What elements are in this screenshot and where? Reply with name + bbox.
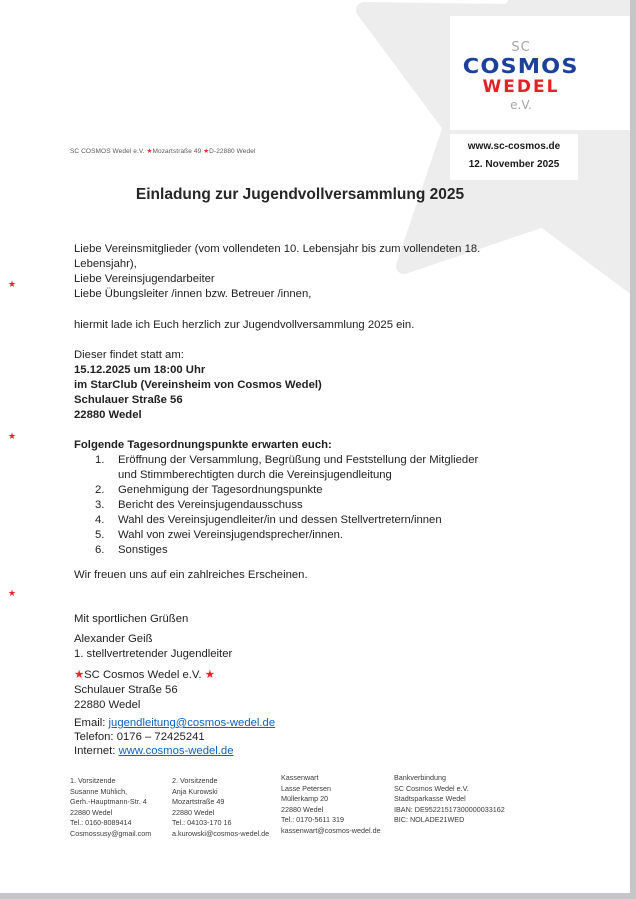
salutation-line: Lebensjahr), (74, 258, 137, 270)
footer-line: Tel.: 0160-8089414 (70, 818, 132, 827)
web-line (74, 744, 414, 758)
phone-number: 0176 – 72425241 (116, 731, 205, 743)
footer-line: kassenwart@cosmos-wedel.de (281, 825, 381, 835)
footer-line: Lasse Petersen (281, 783, 331, 793)
star-separator-icon: ★ (146, 148, 153, 155)
event-details (74, 348, 564, 423)
salutation-line: Liebe Übungsleiter /innen bzw. Betreuer /innen, (74, 288, 312, 300)
header-right-panel (450, 134, 578, 180)
agenda-item-number: 5. (95, 529, 105, 541)
phone-label: Telefon: (74, 731, 117, 743)
page-shadow-right (630, 0, 636, 899)
contact-block (74, 716, 414, 758)
footer-line: Müllerkamp 20 (281, 794, 329, 803)
agenda-item (95, 513, 574, 528)
org-street: Schulauer Straße 56 (74, 684, 178, 696)
sender-org: SC COSMOS Wedel e.V. (70, 148, 147, 155)
letter-date: 12. November 2025 (468, 159, 560, 170)
footer-col-bankverbindung (394, 773, 505, 826)
website-link[interactable]: www.cosmos-wedel.de (118, 745, 234, 757)
sender-address-line (70, 147, 256, 155)
agenda-item-text: Bericht des Vereinsjugendausschuss (118, 499, 303, 511)
signer-role: 1. stellvertretender Jugendleiter (74, 648, 233, 660)
intro-sentence: hiermit lade ich Euch herzlich zur Jugendvollversammlung 2025 ein. (74, 319, 415, 331)
page-shadow-bottom (0, 893, 636, 899)
org-city: 22880 Wedel (74, 699, 141, 711)
closing-sentence: Wir freuen uns auf ein zahlreiches Erscheinen. (74, 569, 308, 581)
email-link[interactable]: jugendleitung@cosmos-wedel.de (108, 717, 276, 729)
agenda-item-number: 2. (95, 484, 105, 496)
event-datetime: 15.12.2025 um 18:00 Uhr (74, 364, 206, 376)
footer-col-1-vorsitzende (70, 776, 151, 839)
signer-name: Alexander Geiß (74, 633, 153, 645)
club-website: www.sc-cosmos.de (467, 141, 561, 152)
footer-line: Stadtsparkasse Wedel (394, 794, 466, 803)
phone-line (74, 730, 414, 744)
star-icon: ★ (74, 669, 85, 681)
footer-line: Gerh.-Hauptmann-Str. 4 (70, 797, 147, 806)
footer-line: 22880 Wedel (70, 807, 113, 817)
regards-line: Mit sportlichen Grüßen (74, 613, 189, 625)
margin-star-icon: ★ (8, 279, 17, 289)
star-icon: ★ (204, 669, 215, 681)
footer-line: 2. Vorsitzende (172, 776, 218, 785)
footer-line: Anja Kurowski (172, 786, 218, 796)
footer-col-kassenwart (281, 773, 381, 836)
agenda-item (95, 528, 574, 543)
logo-panel (450, 16, 630, 130)
agenda-section (74, 438, 574, 558)
logo-cosmos-text: COSMOS (463, 54, 579, 78)
agenda-item-text: Wahl des Vereinsjugendleiter/in und dessen Stellvertretern/innen (118, 514, 442, 526)
salutation-line: Liebe Vereinsjugendarbeiter (74, 273, 215, 285)
footer-line: BIC: NOLADE21WED (394, 815, 465, 824)
footer-line: Susanne Mühlich, (70, 786, 128, 796)
star-separator-icon: ★ (203, 148, 210, 155)
agenda-item-number: 3. (95, 499, 105, 511)
org-name-line (74, 668, 374, 683)
agenda-item-number: 6. (95, 544, 105, 556)
footer-line: IBAN: DE95221517300000033162 (394, 804, 505, 814)
org-address-block (74, 668, 374, 713)
salutation-paragraph (74, 242, 564, 302)
agenda-item-number: 4. (95, 514, 105, 526)
org-name: SC Cosmos Wedel e.V. (84, 669, 205, 681)
footer-line: Tel.: 04103-170 16 (172, 818, 232, 827)
footer-line: Cosmossusy@gmail.com (70, 828, 152, 838)
footer-line: a.kurowski@cosmos-wedel.de (172, 828, 270, 838)
email-label: Email: (74, 717, 109, 729)
agenda-item-number: 1. (95, 454, 105, 466)
club-logo (450, 16, 592, 112)
sender-street: Mozartstraße 49 (152, 148, 204, 155)
footer-line: 22880 Wedel (281, 804, 324, 814)
email-line (74, 716, 414, 730)
agenda-item-text: Wahl von zwei Vereinsjugendsprecher/innen. (118, 529, 344, 541)
footer-line: Kassenwart (281, 773, 319, 782)
event-city: 22880 Wedel (74, 409, 142, 421)
footer-line: 22880 Wedel (172, 807, 215, 817)
event-street: Schulauer Straße 56 (74, 394, 183, 406)
agenda-item-text: und Stimmberechtigten durch die Vereinsjugendleitung (118, 469, 392, 481)
agenda-item-text: Genehmigung der Tagesordnungspunkte (118, 484, 323, 496)
web-label: Internet: (74, 745, 119, 757)
agenda-item (95, 453, 574, 483)
margin-star-icon: ★ (8, 588, 17, 598)
agenda-item (95, 483, 574, 498)
signature-block (74, 632, 374, 662)
event-location: im StarClub (Vereinsheim von Cosmos Wedel) (74, 379, 322, 391)
footer-line: Bankverbindung (394, 773, 446, 782)
logo-ev-text: e.V. (510, 98, 532, 112)
footer-line: Tel.: 0170-5611 319 (281, 815, 345, 824)
salutation-line: Liebe Vereinsmitglieder (vom vollendeten 10. Lebensjahr bis zum vollendeten 18. (74, 243, 481, 255)
logo-sc-text: SC (511, 40, 531, 55)
logo-wedel-text: WEDEL (482, 77, 560, 97)
footer-col-2-vorsitzende (172, 776, 269, 839)
margin-star-icon: ★ (8, 431, 17, 441)
footer-line: 1. Vorsitzende (70, 776, 116, 785)
agenda-item-text: Eröffnung der Versammlung, Begrüßung und Feststellung der Mitglieder (118, 454, 479, 466)
footer-line: Mozartstraße 49 (172, 797, 225, 806)
agenda-item-text: Sonstiges (118, 544, 168, 556)
agenda-item (95, 543, 574, 558)
event-intro: Dieser findet statt am: (74, 349, 184, 361)
agenda-item (95, 498, 574, 513)
footer-line: SC Cosmos Wedel e.V. (394, 783, 469, 793)
page-title: Einladung zur Jugendvollversammlung 2025 (135, 186, 465, 203)
sender-city: D-22880 Wedel (209, 148, 256, 155)
agenda-heading: Folgende Tagesordnungspunkte erwarten euch: (74, 439, 332, 451)
